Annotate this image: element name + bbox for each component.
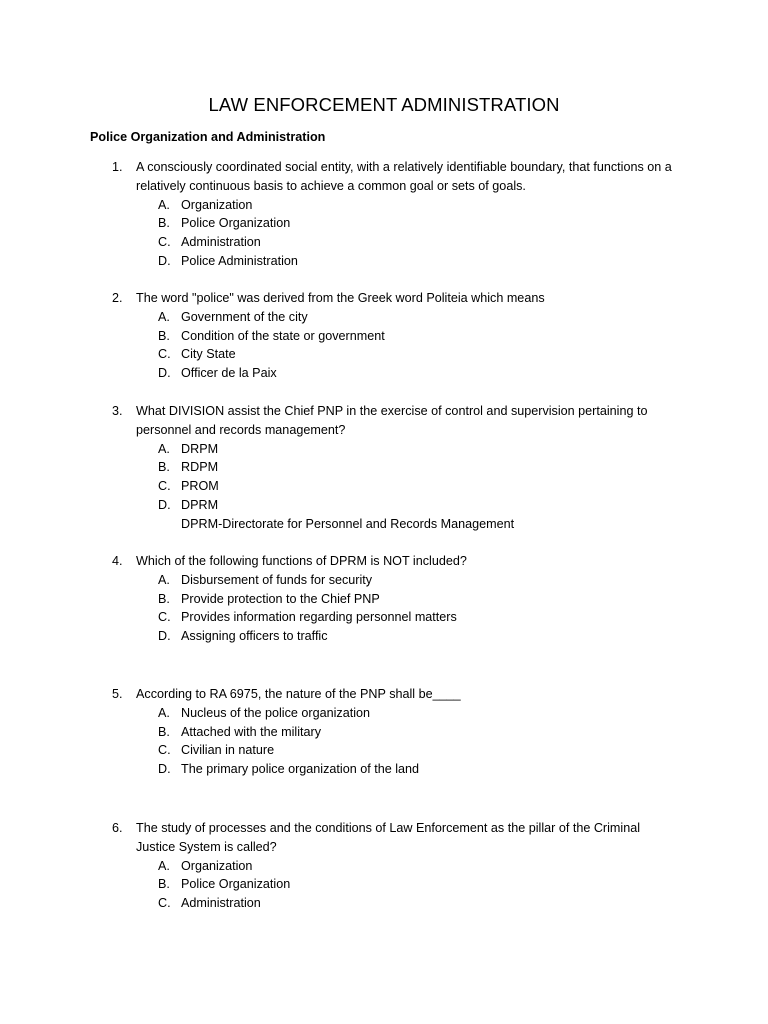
option-item [112, 214, 682, 233]
option-item [112, 345, 682, 364]
option-list [112, 857, 682, 913]
option-list [112, 308, 682, 383]
option-text: Government of the city [181, 309, 308, 324]
option-text: City State [181, 347, 236, 362]
option-letter: C. [158, 347, 171, 362]
option-item [112, 894, 682, 913]
question-number: 5. [112, 687, 123, 701]
option-item [112, 458, 682, 477]
option-item [112, 308, 682, 327]
option-item [112, 627, 682, 646]
option-letter: A. [158, 197, 170, 212]
question-6 [112, 819, 682, 913]
option-item [112, 440, 682, 459]
option-list [112, 704, 682, 779]
option-text: Provides information regarding personnel matters [181, 610, 457, 625]
option-item [112, 252, 682, 271]
option-item [112, 741, 682, 760]
option-letter: D. [158, 366, 171, 381]
option-letter: B. [158, 216, 170, 231]
option-letter: C. [158, 235, 171, 250]
option-letter: C. [158, 610, 171, 625]
option-item [112, 233, 682, 252]
option-letter: D. [158, 497, 171, 512]
question-number: 3. [112, 404, 123, 418]
option-item [112, 327, 682, 346]
question-text: According to RA 6975, the nature of the PNP shall be____ [136, 687, 461, 701]
option-item [112, 571, 682, 590]
question-2 [112, 289, 682, 383]
option-letter: D. [158, 629, 171, 644]
option-text: Condition of the state or government [181, 328, 385, 343]
option-list [112, 196, 682, 271]
option-letter: B. [158, 591, 170, 606]
option-letter: B. [158, 460, 170, 475]
option-text: Administration [181, 896, 261, 911]
question-4 [112, 552, 682, 646]
option-letter: D. [158, 253, 171, 268]
option-letter: B. [158, 724, 170, 739]
option-letter: A. [158, 441, 170, 456]
option-text: Civilian in nature [181, 743, 275, 758]
option-item [112, 704, 682, 723]
option-letter: A. [158, 705, 170, 720]
option-list [112, 571, 682, 646]
section-heading: Police Organization and Administration [90, 130, 326, 144]
question-text: A consciously coordinated social entity, with a relatively identifiable boundary, that functions on a relatively continuous basis to achieve a common goal or sets of goals. [136, 160, 672, 193]
option-text: DPRM [181, 497, 219, 512]
option-item [112, 857, 682, 876]
option-text: Police Organization [181, 877, 291, 892]
option-item [112, 364, 682, 383]
option-text: Organization [181, 858, 253, 873]
option-letter: D. [158, 762, 171, 777]
option-item [112, 496, 682, 515]
question-5 [112, 685, 682, 779]
question-number: 6. [112, 821, 123, 835]
option-text: The primary police organization of the land [181, 762, 420, 777]
question-number: 2. [112, 291, 123, 305]
option-text: Nucleus of the police organization [181, 705, 371, 720]
option-letter: B. [158, 328, 170, 343]
option-item [112, 875, 682, 894]
option-text: Officer de la Paix [181, 366, 277, 381]
page-title: LAW ENFORCEMENT ADMINISTRATION [208, 94, 560, 115]
option-item [112, 477, 682, 496]
option-list [112, 440, 682, 515]
answer-note: DPRM-Directorate for Personnel and Records Management [181, 516, 515, 531]
option-item [112, 608, 682, 627]
question-number: 1. [112, 160, 123, 174]
option-text: Provide protection to the Chief PNP [181, 591, 380, 606]
question-1 [112, 158, 682, 271]
option-letter: C. [158, 896, 171, 911]
question-text: Which of the following functions of DPRM is NOT included? [136, 554, 467, 568]
question-text: The study of processes and the conditions of Law Enforcement as the pillar of the Criminal Justice System is called? [136, 821, 641, 854]
option-text: Attached with the military [181, 724, 321, 739]
question-number: 4. [112, 554, 123, 568]
option-letter: A. [158, 572, 170, 587]
option-text: Disbursement of funds for security [181, 572, 373, 587]
question-3 [112, 402, 682, 534]
option-letter: A. [158, 858, 170, 873]
option-item [112, 196, 682, 215]
option-item [112, 723, 682, 742]
question-text: What DIVISION assist the Chief PNP in the exercise of control and supervision pertaining to personnel and records management? [136, 404, 648, 437]
option-letter: C. [158, 743, 171, 758]
option-text: Police Organization [181, 216, 291, 231]
option-letter: A. [158, 309, 170, 324]
option-text: Police Administration [181, 253, 298, 268]
option-text: PROM [181, 479, 219, 494]
option-text: Administration [181, 235, 261, 250]
option-item [112, 590, 682, 609]
option-item [112, 760, 682, 779]
question-text: The word "police" was derived from the Greek word Politeia which means [136, 291, 545, 305]
option-text: Organization [181, 197, 253, 212]
option-text: RDPM [181, 460, 219, 475]
option-letter: B. [158, 877, 170, 892]
option-text: DRPM [181, 441, 219, 456]
option-letter: C. [158, 479, 171, 494]
option-text: Assigning officers to traffic [181, 629, 328, 644]
